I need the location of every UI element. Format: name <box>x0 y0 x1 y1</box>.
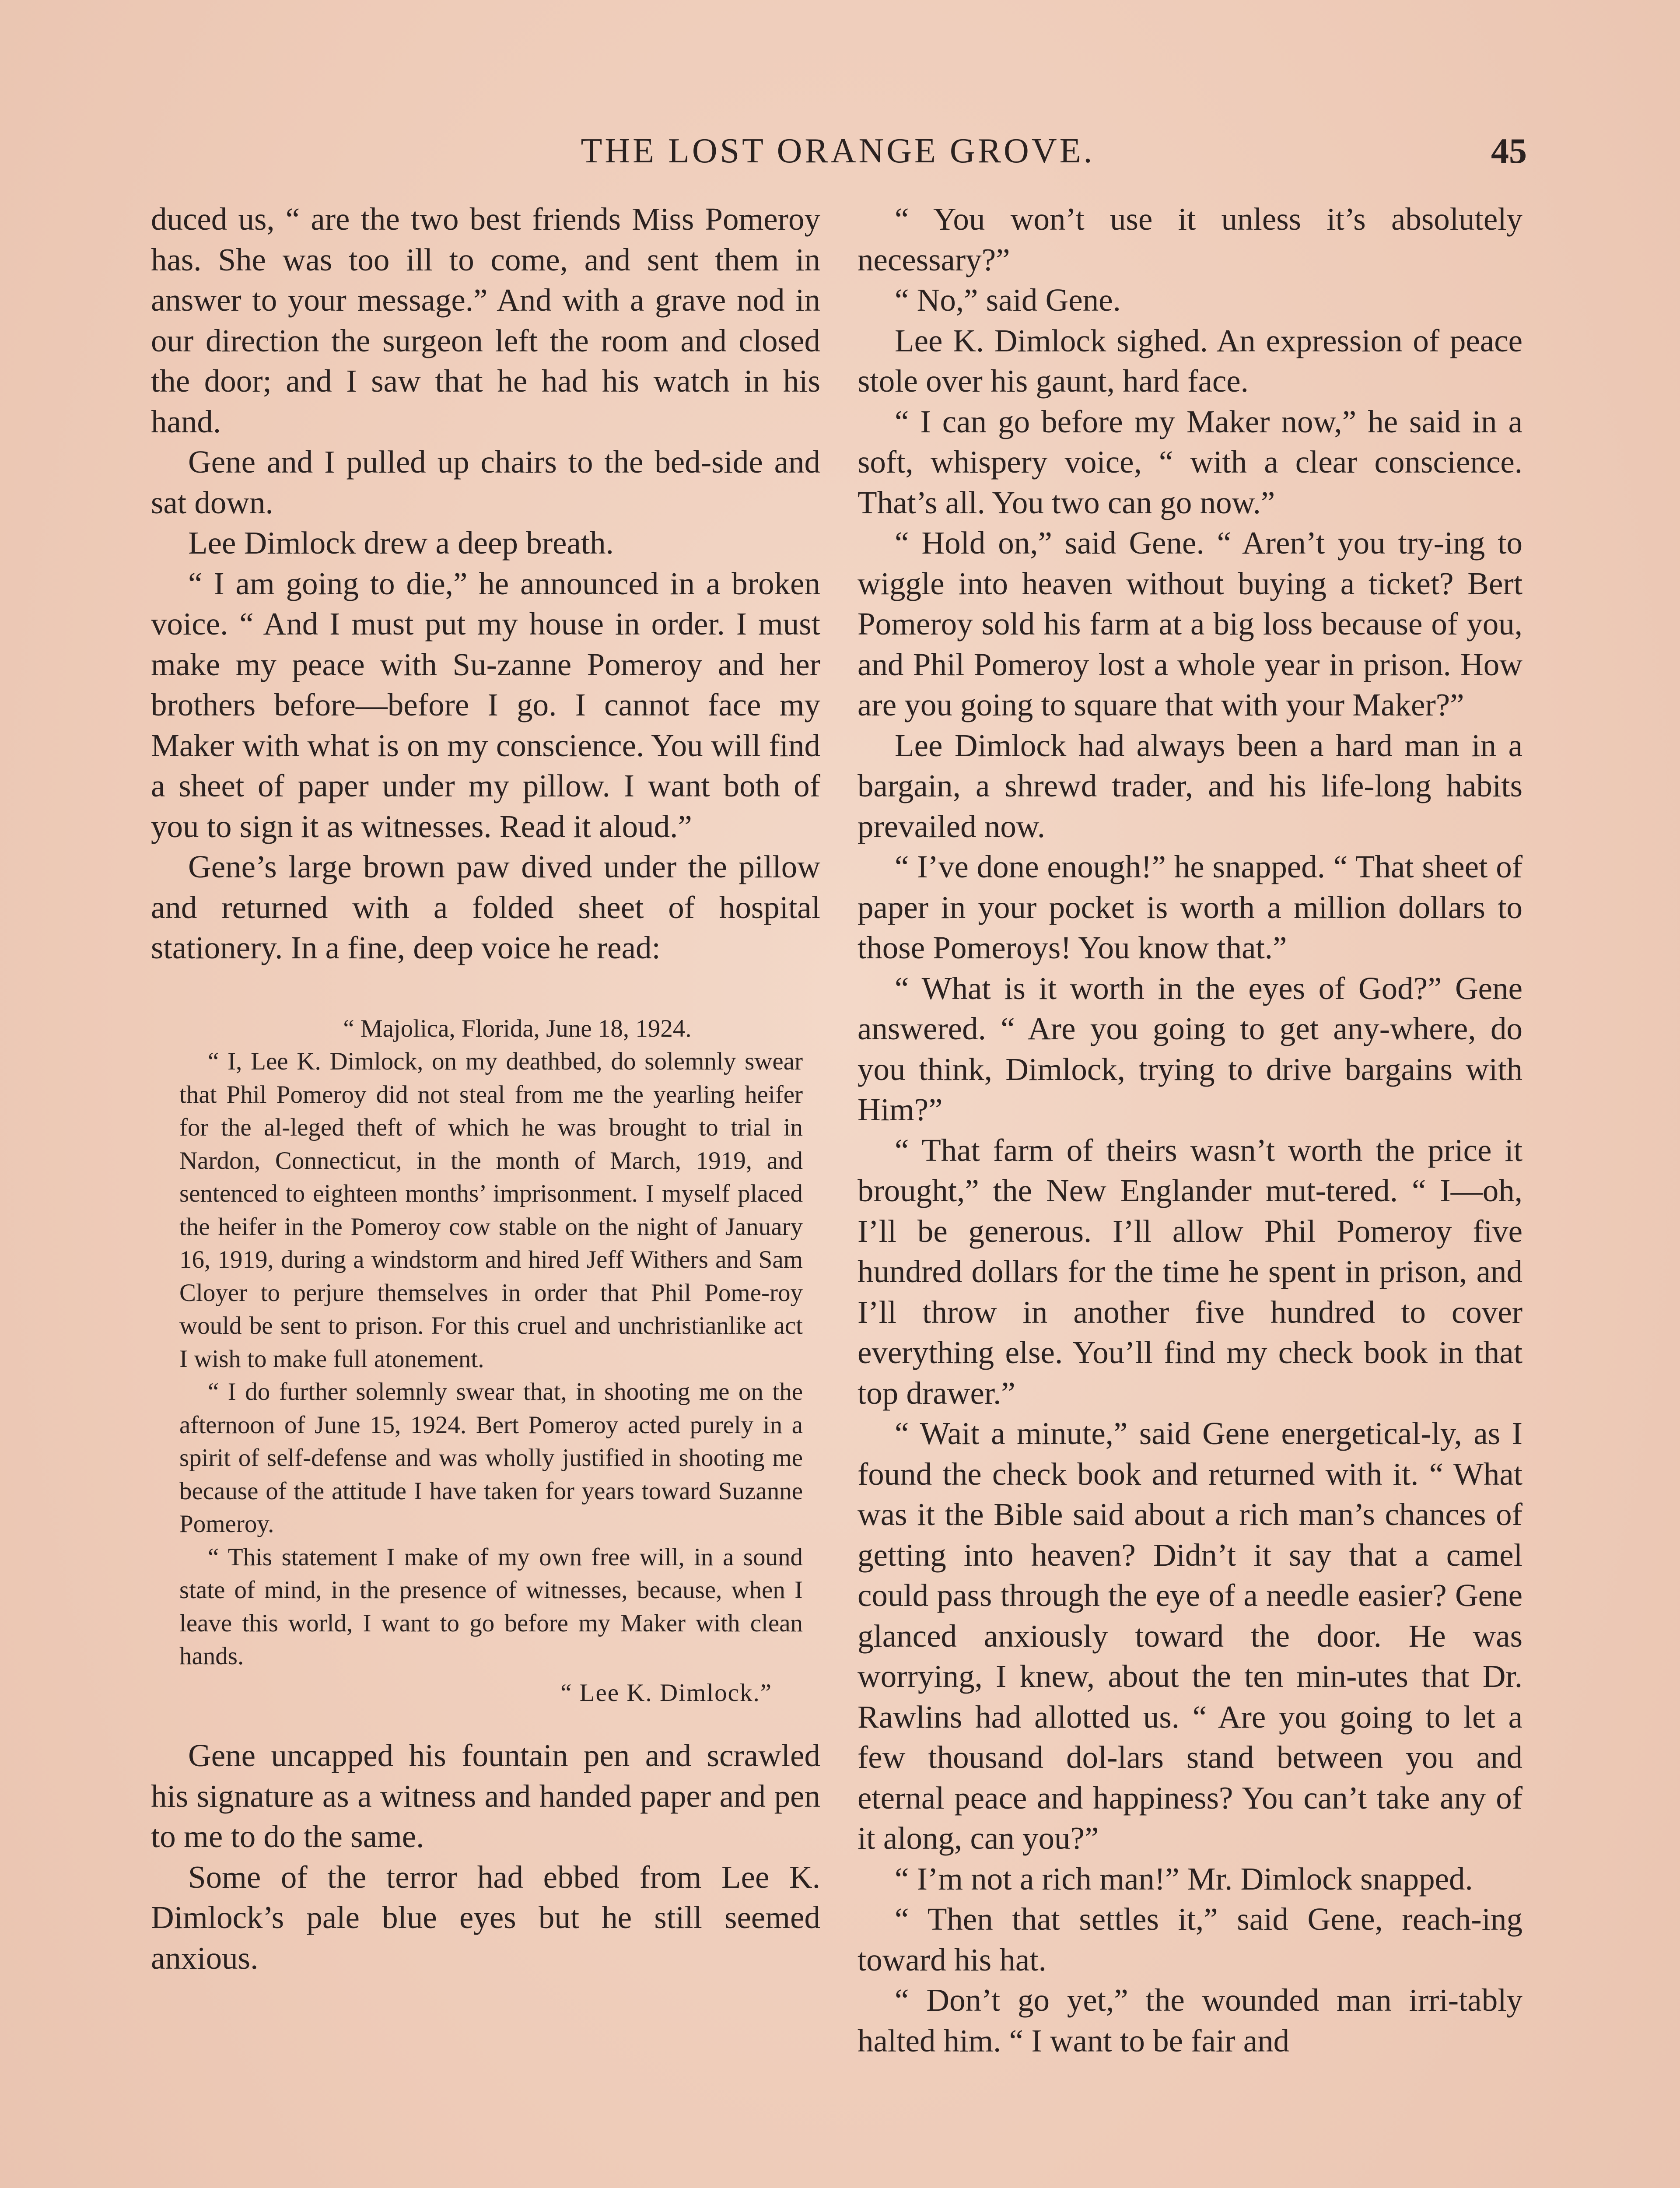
page-number: 45 <box>1491 131 1527 171</box>
paragraph: “ I’m not a rich man!” Mr. Dimlock snapped. <box>895 1861 1473 1897</box>
statement-paragraph: “ I do further solemnly swear that, in shooting me on the afternoon of June 15, 1924. Bert Pomeroy acted purely in a spirit of self-defense and was wholly justified in shooting me because of the attitude I have taken for years toward Suzanne Pomeroy. <box>179 1378 803 1538</box>
left-column <box>151 199 820 1978</box>
statement-dateline: “ Majolica, Florida, June 18, 1924. <box>343 1014 692 1042</box>
paragraph: Lee K. Dimlock sighed. An expression of peace stole over his gaunt, hard face. <box>858 323 1522 399</box>
paragraph: “ Don’t go yet,” the wounded man irri-tably halted him. “ I want to be fair and <box>858 1982 1522 2058</box>
paragraph: “ You won’t use it unless it’s absolutely necessary?” <box>858 201 1522 277</box>
paragraph: Gene’s large brown paw dived under the pillow and returned with a folded sheet of hospital stationery. In a fine, deep voice he read: <box>151 849 820 965</box>
paragraph: “ I can go before my Maker now,” he said in a soft, whispery voice, “ with a clear conscience. That’s all. You two can go now.” <box>858 403 1522 520</box>
right-column <box>858 199 1522 2061</box>
paragraph: “ What is it worth in the eyes of God?” Gene answered. “ Are you going to get any-where, do you think, Dimlock, trying to drive bargains with Him?” <box>858 970 1522 1127</box>
paragraph: duced us, “ are the two best friends Miss Pomeroy has. She was too ill to come, and sent them in answer to your message.” And with a grave nod in our direction the surgeon left the room and closed the door; and I saw that he had his watch in his hand. <box>151 201 820 439</box>
statement-signature: “ Lee K. Dimlock.” <box>560 1679 772 1707</box>
paragraph: “ I am going to die,” he announced in a broken voice. “ And I must put my house in order. I must make my peace with Su-zanne Pomeroy and her brothers before—before I go. I cannot face my Maker with what is on my conscience. You will find a sheet of paper under my pillow. I want both of you to sign it as witnesses. Read it aloud.” <box>151 565 820 844</box>
paragraph: Lee Dimlock drew a deep breath. <box>188 525 614 561</box>
deathbed-statement <box>179 1012 803 1710</box>
statement-paragraph: “ I, Lee K. Dimlock, on my deathbed, do solemnly swear that Phil Pomeroy did not steal from me the yearling heifer for the al-leged theft of which he was brought to trial in Nardon, Connecticut, in the month of March, 1919, and sentenced to eighteen months’ imprisonment. I myself placed the heifer in the Pomeroy cow stable on the night of January 16, 1919, during a windstorm and hired Jeff Withers and Sam Cloyer to perjure themselves in order that Phil Pome-roy would be sent to prison. For this cruel and unchristianlike act I wish to make full atonement. <box>179 1048 803 1373</box>
statement-paragraph: “ This statement I make of my own free will, in a sound state of mind, in the presence of witnesses, because, when I leave this world, I want to go before my Maker with clean hands. <box>179 1543 803 1670</box>
paragraph: “ No,” said Gene. <box>895 282 1121 318</box>
paragraph: “ Hold on,” said Gene. “ Aren’t you try-ing to wiggle into heaven without buying a ticket? Bert Pomeroy sold his farm at a big loss because of you, and Phil Pomeroy lost a whole year in prison. How are you going to square that with your Maker?” <box>858 525 1522 722</box>
paragraph: “ Then that settles it,” said Gene, reach-ing toward his hat. <box>858 1901 1522 1978</box>
paragraph: Some of the terror had ebbed from Lee K. Dimlock’s pale blue eyes but he still seemed anxious. <box>151 1859 820 1976</box>
paragraph: “ I’ve done enough!” he snapped. “ That sheet of paper in your pocket is worth a million dollars to those Pomeroys! You know that.” <box>858 849 1522 965</box>
page-header <box>149 125 1527 177</box>
running-title: THE LOST ORANGE GROVE. <box>581 132 1095 170</box>
paragraph: “ That farm of theirs wasn’t worth the price it brought,” the New Englander mut-tered. “ I—oh, I’ll be generous. I’ll allow Phil Pomeroy five hundred dollars for the time he spent in prison, and I’ll throw in another five hundred to cover everything else. You’ll find my check book in that top drawer.” <box>858 1132 1522 1411</box>
paragraph: Lee Dimlock had always been a hard man in a bargain, a shrewd trader, and his life-long habits prevailed now. <box>858 727 1522 844</box>
paragraph: Gene and I pulled up chairs to the bed-side and sat down. <box>151 444 820 520</box>
paragraph: “ Wait a minute,” said Gene energetical-ly, as I found the check book and returned with it. “ What was it the Bible said about a rich man’s chances of getting into heaven? Didn’t it say that a camel could pass through the eye of a needle easier? Gene glanced anxiously toward the door. He was worrying, I knew, about the ten min-utes that Dr. Rawlins had allotted us. “ Are you going to let a few thousand dol-lars stand between you and eternal peace and happiness? You can’t take any of it along, can you?” <box>858 1416 1522 1856</box>
paragraph: Gene uncapped his fountain pen and scrawled his signature as a witness and handed paper and pen to me to do the same. <box>151 1738 820 1854</box>
